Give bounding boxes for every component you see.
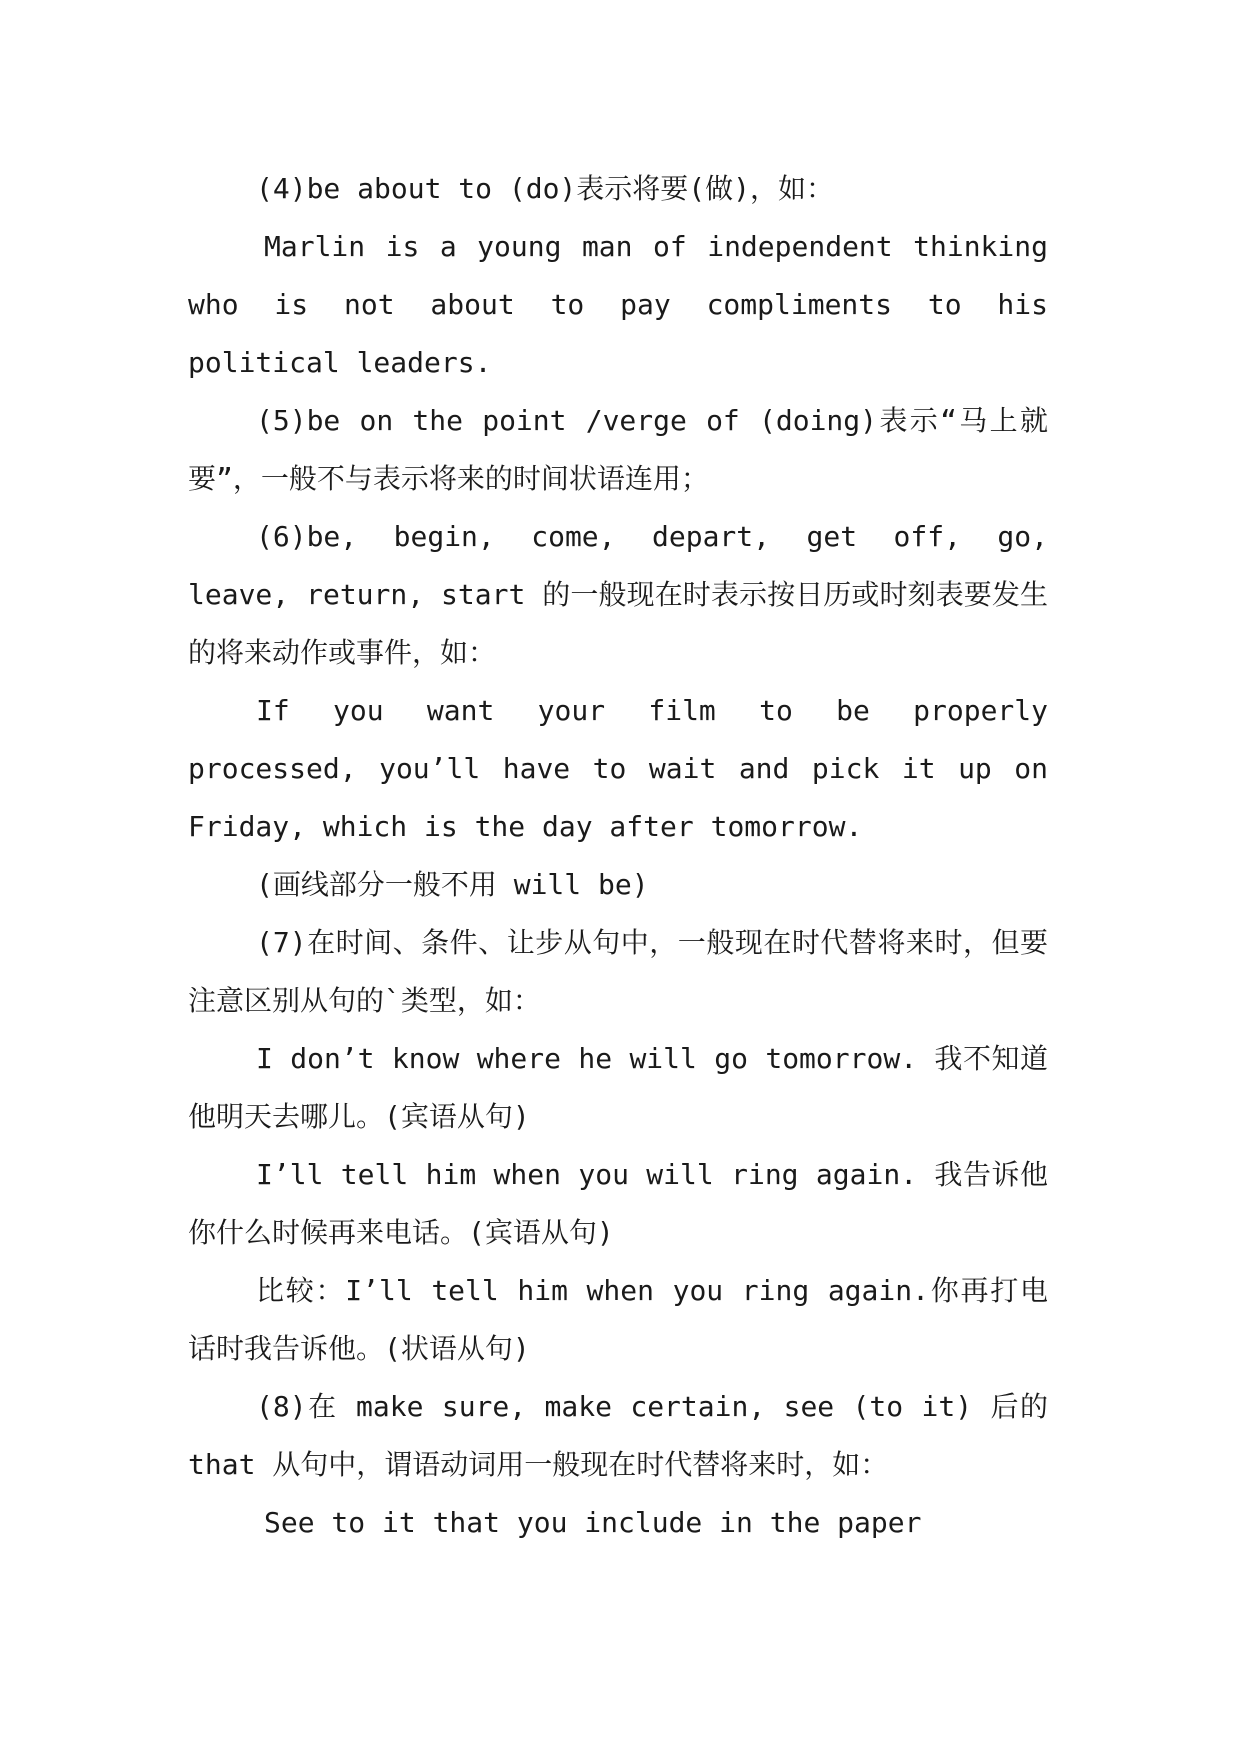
paragraph-comparison: 比较：I’ll tell him when you ring again.你再打电话时我告诉他。(状语从句) (188, 1274, 1048, 1365)
document-body (188, 160, 1048, 1552)
paragraph-example-tell-him: I’ll tell him when you will ring again. 我告诉他你什么时候再来电话。(宾语从句) (188, 1158, 1048, 1249)
paragraph-example-film: If you want your film to be properly processed, you’ll have to wait and pick it up on Friday, which is the day after tomorrow. (188, 694, 1048, 843)
paragraph-example-dont-know: I don’t know where he will go tomorrow. 我不知道他明天去哪儿。(宾语从句) (188, 1042, 1048, 1133)
paragraph-example-see-to-it: See to it that you include in the paper (264, 1506, 922, 1539)
paragraph-make-sure: (8)在 make sure, make certain, see (to it) 后的 that 从句中，谓语动词用一般现在时代替将来时，如： (188, 1390, 1048, 1481)
paragraph-be-about-to: (4)be about to (do)表示将要(做)，如： (256, 172, 835, 205)
paragraph-verbs-simple-present: (6)be, begin, come, depart, get off, go, leave, return, start 的一般现在时表示按日历或时刻表要发生的将来动作或事件，如： (188, 520, 1048, 669)
paragraph-example-marlin: Marlin is a young man of independent thinking who is not about to pay compliments to his political leaders. (188, 230, 1048, 379)
paragraph-be-on-the-point: (5)be on the point /verge of (doing)表示“马上就要”，一般不与表示将来的时间状语连用； (188, 404, 1048, 495)
paragraph-adverbial-clauses: (7)在时间、条件、让步从句中，一般现在时代替将来时，但要注意区别从句的`类型，如： (188, 926, 1048, 1017)
paragraph-underline-note: (画线部分一般不用 will be) (256, 868, 649, 901)
